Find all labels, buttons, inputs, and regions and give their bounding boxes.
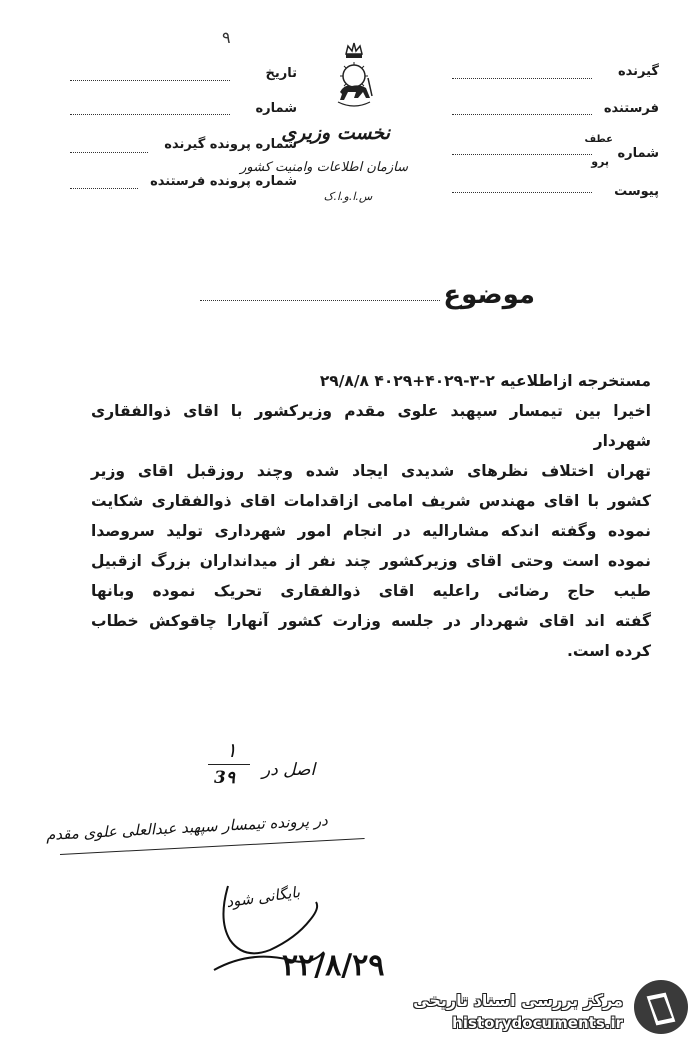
attachment-label: پیوست	[614, 184, 659, 199]
dossier-line	[452, 154, 592, 155]
body-line: اخیرا بین تیمسار سپهبد علوی مقدم وزیرکشور با اقای ذوالفقاری شهردار	[91, 402, 651, 450]
watermark-url[interactable]: historydocuments.ir	[452, 1014, 623, 1032]
hand-fraction-bottom: 3۹	[214, 768, 235, 788]
lion-and-sun-emblem-icon	[330, 40, 378, 112]
watermark-title: مرکز بررسی اسناد تاریخی	[413, 991, 623, 1010]
hand-fraction-top: ۱	[226, 738, 237, 762]
recipient-label: گیرنده	[617, 64, 659, 79]
subject-label: موضوع	[443, 280, 535, 310]
number-label: شماره	[255, 101, 297, 116]
sender-file-number-label: شماره پرونده فرستنده	[150, 174, 297, 189]
recipient-file-number-label: شماره پرونده گیرنده	[164, 137, 297, 152]
hand-note-3: بایگانی شود	[225, 882, 302, 912]
body-line: کشور با اقای مهندس شریف امامی ازاقدامات اقای ذوالفقاری شکایت	[91, 492, 651, 510]
fraction-bar	[208, 764, 250, 765]
dossier-subscript-top: عطف	[584, 134, 613, 145]
org-line1: نخست وزیری	[281, 122, 390, 144]
top-mark: ٩	[222, 28, 231, 47]
org-line2: سازمان اطلاعات وامنیت کشور	[240, 160, 408, 175]
sender-line	[452, 114, 592, 115]
date-line	[70, 80, 230, 81]
subject-line	[200, 300, 440, 301]
ref-line: مستخرجه ازاطلاعیه ۲-۳-۴۰۲۹+۴۰۲۹ ۲۹/۸/۸	[319, 372, 651, 390]
sender-label: فرستنده	[603, 101, 659, 116]
date-label: تاریخ	[265, 66, 297, 81]
hand-date: ۲۲/۸/۲۹	[282, 948, 385, 983]
body-text	[91, 366, 651, 666]
body-line: تهران اختلاف نظرهای شدیدی ایجاد شده وچند روزقبل اقای وزیر	[91, 462, 651, 480]
body-line: گفته اند اقای شهردار در جلسه وزارت کشور آنهارا چاقوکش خطاب	[91, 612, 651, 630]
body-line: طیب حاج رضائی راعلیه اقای ذوالفقاری تحریک نموده وبانها	[91, 582, 651, 600]
hand-note-2: در پرونده تیمسار سپهبد عبدالعلی علوی مقدم	[45, 811, 329, 844]
number-line	[70, 114, 230, 115]
body-line: کرده است.	[566, 642, 651, 660]
attachment-line	[452, 192, 592, 193]
dossier-number-label: شماره	[617, 146, 659, 161]
org-code: س.ا.و.ا.ک	[323, 190, 373, 203]
dossier-subscript-bottom: پرو	[591, 155, 609, 168]
body-line: نموده وگفته اندکه مشارالیه در انجام امور شهرداری تولید سروصدا	[91, 522, 651, 540]
recipient-line	[452, 78, 592, 79]
recipient-file-line	[70, 152, 148, 153]
hand-note-1: اصل در	[262, 760, 316, 780]
watermark-logo-icon	[632, 978, 690, 1036]
body-line: نموده است وحتی اقای وزیرکشور چند نفر از میدانداران بزرگ ازقبیل	[91, 552, 651, 570]
sender-file-line	[70, 188, 138, 189]
